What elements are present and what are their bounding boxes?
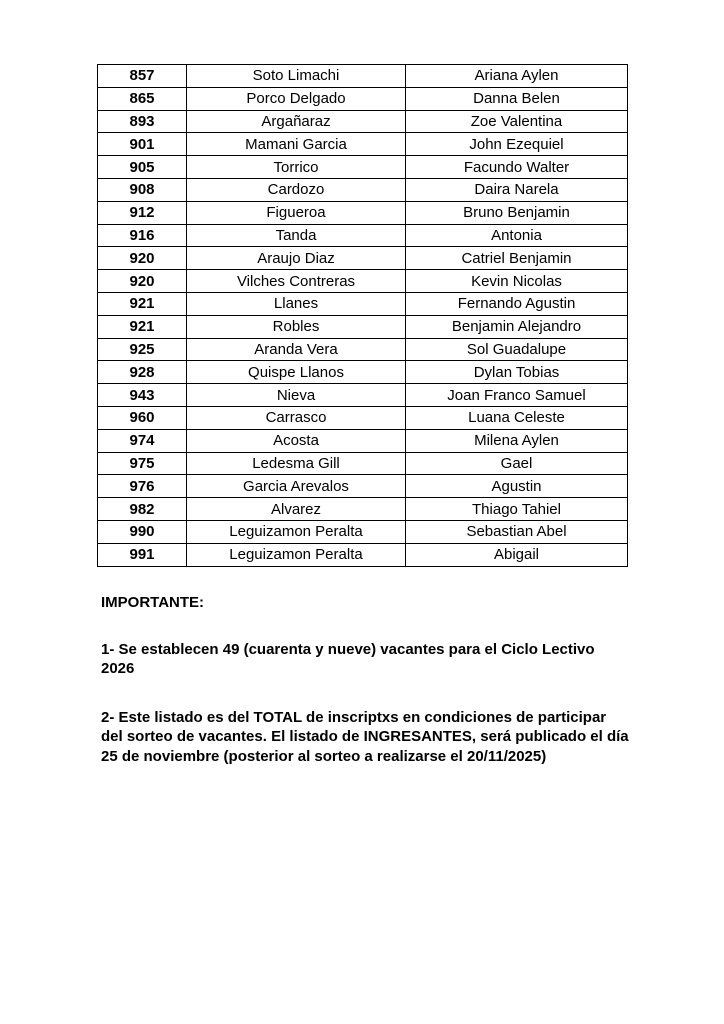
given-name-cell: Fernando Agustin xyxy=(406,292,628,315)
surname-cell: Acosta xyxy=(187,429,406,452)
table-row xyxy=(98,201,628,224)
registration-number-cell: 920 xyxy=(98,247,187,270)
given-name-cell: Sebastian Abel xyxy=(406,520,628,543)
notes-section xyxy=(101,593,631,766)
given-name-cell: Daira Narela xyxy=(406,178,628,201)
registration-number-cell: 912 xyxy=(98,201,187,224)
table-row xyxy=(98,247,628,270)
given-name-cell: Agustin xyxy=(406,475,628,498)
registration-number-cell: 925 xyxy=(98,338,187,361)
registration-number-cell: 901 xyxy=(98,133,187,156)
registration-number-cell: 960 xyxy=(98,406,187,429)
surname-cell: Aranda Vera xyxy=(187,338,406,361)
registration-number-cell: 920 xyxy=(98,270,187,293)
registration-number-cell: 865 xyxy=(98,87,187,110)
table-row xyxy=(98,65,628,88)
surname-cell: Argañaraz xyxy=(187,110,406,133)
registration-number-cell: 921 xyxy=(98,292,187,315)
table-row xyxy=(98,520,628,543)
given-name-cell: Luana Celeste xyxy=(406,406,628,429)
given-name-cell: Abigail xyxy=(406,543,628,566)
surname-cell: Cardozo xyxy=(187,178,406,201)
registration-number-cell: 976 xyxy=(98,475,187,498)
given-name-cell: Catriel Benjamin xyxy=(406,247,628,270)
given-name-cell: Ariana Aylen xyxy=(406,65,628,88)
table-row xyxy=(98,315,628,338)
registration-number-cell: 905 xyxy=(98,156,187,179)
table-row xyxy=(98,361,628,384)
table-row xyxy=(98,429,628,452)
surname-cell: Porco Delgado xyxy=(187,87,406,110)
enrollment-table xyxy=(97,64,628,567)
table-row xyxy=(98,87,628,110)
given-name-cell: Dylan Tobias xyxy=(406,361,628,384)
surname-cell: Araujo Diaz xyxy=(187,247,406,270)
surname-cell: Soto Limachi xyxy=(187,65,406,88)
registration-number-cell: 974 xyxy=(98,429,187,452)
surname-cell: Leguizamon Peralta xyxy=(187,520,406,543)
given-name-cell: Joan Franco Samuel xyxy=(406,384,628,407)
table-row xyxy=(98,406,628,429)
surname-cell: Alvarez xyxy=(187,498,406,521)
table-row xyxy=(98,156,628,179)
given-name-cell: Gael xyxy=(406,452,628,475)
given-name-cell: Facundo Walter xyxy=(406,156,628,179)
surname-cell: Mamani Garcia xyxy=(187,133,406,156)
surname-cell: Garcia Arevalos xyxy=(187,475,406,498)
given-name-cell: Danna Belen xyxy=(406,87,628,110)
registration-number-cell: 982 xyxy=(98,498,187,521)
given-name-cell: John Ezequiel xyxy=(406,133,628,156)
registration-number-cell: 908 xyxy=(98,178,187,201)
registration-number-cell: 943 xyxy=(98,384,187,407)
table-row xyxy=(98,498,628,521)
given-name-cell: Antonia xyxy=(406,224,628,247)
surname-cell: Robles xyxy=(187,315,406,338)
surname-cell: Quispe Llanos xyxy=(187,361,406,384)
table-row xyxy=(98,475,628,498)
note-listing-info: 2- Este listado es del TOTAL de inscriptxs en condiciones de participar del sorteo de vacantes. El listado de INGRESANTES, será publicado el día 25 de noviembre (posterior al sorteo a realizarse el 20/11/2025) xyxy=(101,708,629,765)
given-name-cell: Bruno Benjamin xyxy=(406,201,628,224)
surname-cell: Leguizamon Peralta xyxy=(187,543,406,566)
note-vacancies: 1- Se establecen 49 (cuarenta y nueve) vacantes para el Ciclo Lectivo 2026 xyxy=(101,640,595,677)
table-row xyxy=(98,543,628,566)
surname-cell: Torrico xyxy=(187,156,406,179)
surname-cell: Llanes xyxy=(187,292,406,315)
surname-cell: Nieva xyxy=(187,384,406,407)
table-row xyxy=(98,178,628,201)
given-name-cell: Sol Guadalupe xyxy=(406,338,628,361)
registration-number-cell: 990 xyxy=(98,520,187,543)
table-row xyxy=(98,133,628,156)
enrollment-table-body xyxy=(98,65,628,567)
given-name-cell: Thiago Tahiel xyxy=(406,498,628,521)
given-name-cell: Zoe Valentina xyxy=(406,110,628,133)
registration-number-cell: 893 xyxy=(98,110,187,133)
surname-cell: Vilches Contreras xyxy=(187,270,406,293)
table-row xyxy=(98,292,628,315)
table-row xyxy=(98,224,628,247)
surname-cell: Carrasco xyxy=(187,406,406,429)
registration-number-cell: 916 xyxy=(98,224,187,247)
registration-number-cell: 928 xyxy=(98,361,187,384)
registration-number-cell: 991 xyxy=(98,543,187,566)
given-name-cell: Benjamin Alejandro xyxy=(406,315,628,338)
given-name-cell: Kevin Nicolas xyxy=(406,270,628,293)
surname-cell: Ledesma Gill xyxy=(187,452,406,475)
notes-heading: IMPORTANTE: xyxy=(101,594,205,611)
registration-number-cell: 921 xyxy=(98,315,187,338)
surname-cell: Tanda xyxy=(187,224,406,247)
given-name-cell: Milena Aylen xyxy=(406,429,628,452)
table-row xyxy=(98,270,628,293)
table-row xyxy=(98,338,628,361)
table-row xyxy=(98,110,628,133)
table-row xyxy=(98,452,628,475)
registration-number-cell: 857 xyxy=(98,65,187,88)
registration-number-cell: 975 xyxy=(98,452,187,475)
surname-cell: Figueroa xyxy=(187,201,406,224)
table-row xyxy=(98,384,628,407)
